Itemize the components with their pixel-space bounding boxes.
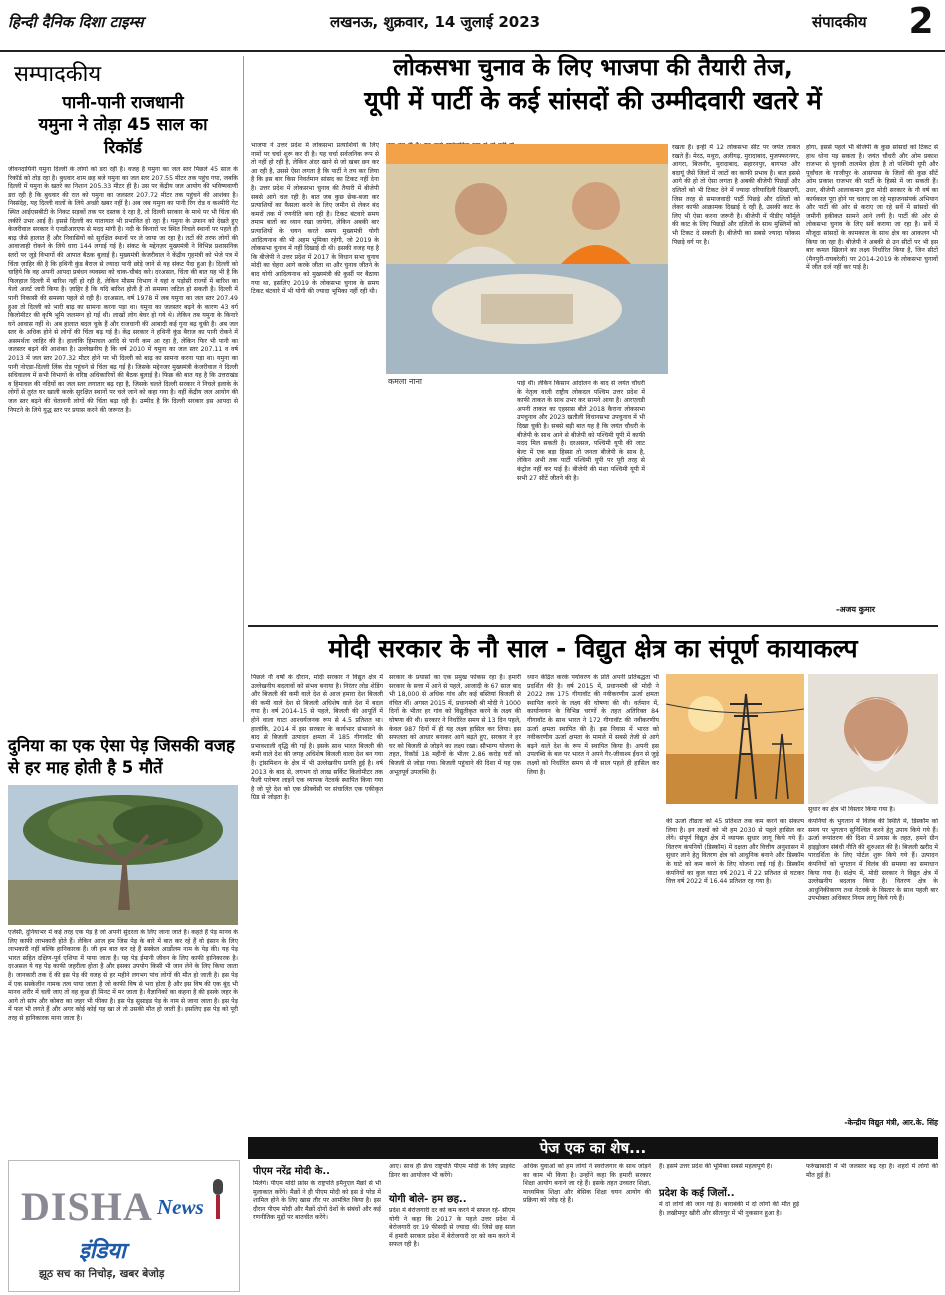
modi-article-col5: कंपनियों के भुगतान में विलंब की स्थिति में, डिस्कॉम को समय पर भुगतान सुनिश्चित करने हेतु उपाय किये गये हैं। ऊर्जा रूपांतरण की दिशा में प्रयास के तहत, हमने ग्रीन हाइड्रोजन संबंधी नीति की शुरुआत की है। बिजली खरीद में पारदर्शिता के लिए पोर्टल शुरू किये गये हैं। उत्पादन कंपनियों को भुगतान में विलंब की समस्या का समाधान किया गया है। संक्षेप में, मोदी सरकार ने विद्युत क्षेत्र में उल्लेखनीय बदलाव किया है। वितरण क्षेत्र के आधुनिकीकरण तथा नेटवर्क के विस्तार के साथ पहली बार उपभोक्ता अधिकार नियम लागू किये गये हैं। [808,818,938,903]
column-divider [243,56,244,722]
pm-story-continued: आए। साथ ही फ्रेंच राष्ट्रपति पीएम मोदी के लिए प्राइवेट डिनर का आयोजन भी करेंगे। [389,1163,515,1179]
tree-article-headline: दुनिया का एक ऐसा पेड़ जिसकी वजह से हर माह होती है 5 मौतें [8,736,235,777]
microphone-icon [207,1179,229,1223]
section-divider [248,625,938,627]
logo-news-text: News [157,1195,204,1219]
modi-article-col4-top: सुधार का क्षेत्र भी विस्तार किया गया है। [808,806,896,813]
editorial-section [8,56,238,756]
yogi-story [389,1163,515,1289]
minister-photo [808,674,938,804]
col4-continued: हैं। इसमें उत्तर प्रदेश की भूमिका सबसे महत्वपूर्ण है। [659,1163,773,1170]
pm-story-heading: पीएम नरेंद्र मोदी के.. [253,1166,330,1177]
page-number: 2 [908,1,934,42]
continued-bar [248,1137,938,1159]
modi-article-col2: सरकार के प्रयासों का एक प्रमुख फोकस रहा है। हमारी सरकार के सत्ता में आने से पहले, आजादी के 67 साल बाद भी 18,000 से अधिक गांव और कई बस्तियां बिजली से वंचित थीं। अगस्त 2015 में, प्रधानमंत्री श्री मोदी ने 1000 दिनों के भीतर हर गांव को विद्युतीकृत करने के लक्ष्य की घोषणा की थी। सरकार ने निर्धारित समय से 13 दिन पहले, केवल 987 दिनों में ही यह लक्ष्य हासिल कर लिया। इस सफलता को आधार बनाकर आगे बढ़ते हुए, सरकार ने हर घर को बिजली से जोड़ने का लक्ष्य रखा। सौभाग्य योजना के तहत, रिकॉर्ड 18 महीनों के भीतर 2.86 करोड़ घरों को बिजली से जोड़ा गया। बिजली पहुंचाने की दिशा में यह एक अभूतपूर्व उपलब्धि है। [389,674,521,776]
lead-story [248,52,938,118]
pradesh-story-body: में दो लोगों की जान गई है। बाराबंकी में दो लोगों की मौत हुई है। लखीमपुर खीरी और सीतापुर में भी नुकसान हुआ है। [659,1201,799,1217]
politicians-photo [386,144,668,374]
editorial-title-line1: पानी-पानी राजधानी [62,93,184,113]
section-name: संपादकीय [812,13,867,31]
tree-article [8,735,238,1179]
disha-news-logo [8,1160,240,1292]
logo-tagline: झूठ सच का निचोड़, खबर बेजोड़ [39,1268,165,1280]
pradesh-story-continued: फर्रुखाबादी में भी जलस्तर बढ़ रहा है। शहरों में लोगों की मौत हुई है। [806,1163,938,1179]
modi-article-headline: मोदी सरकार के नौ साल - विद्युत क्षेत्र का संपूर्ण कायाकल्प [328,634,858,663]
date-line: लखनऊ, शुक्रवार, 14 जुलाई 2023 [330,13,541,31]
pradesh-story [659,1163,799,1289]
editorial-title-line3: रिकॉर्ड [104,138,142,158]
logo-india-text: इंडिया [79,1239,126,1264]
lead-story-author: -अजय कुमार [836,605,876,614]
photo-caption: कमला नाना [388,377,422,386]
yogi-story-heading: योगी बोले- हम छह.. [389,1194,467,1205]
lead-story-col1: भाजपा ने उत्तर प्रदेश में लोकसभा प्रत्याशियों के लिए नामों पर चर्चा शुरू कर दी है। यह चर्चा सर्वजनिक रूप से तो नहीं हो रही है, लेकिन अंदर खाने से जो खबर छन कर आ रही है, उससे ऐसा लगता है कि पार्टी ने तय कर लिया है कि इस बार किस निवर्तमान सांसद का टिकट नहीं देना है। उत्तर प्रदेश में लोकसभा चुनाव की तैयारी में बीजेपी सबसे आगे चल रही है। बात जब कुछ छेक-बजा कर प्रत्याशियों का फैसला करने के लिए जमीन से लेकर बंद कमरों तक में रणनीति बना रही है। टिकट बंटवारे समय तमाम बातों का ध्यान रखा जायेगा, लेकिन अबकी बार प्रत्याशियों के चयन करते समय मुख्यमंत्री योगी आदित्यनाथ की भी अहम भूमिका रहेगी, जो 2019 के लोकसभा चुनाव में नहीं दिखाई दी थी। इसकी वजह यह है कि बीजेपी ने उत्तर प्रदेश में 2017 के विधान सभा चुनाव मोदी का चेहरा आगे करके जीता था और चुनाव जीतने के बाद योगी आदित्यनाथ को मुख्यमंत्री की कुर्सी पर बैठाया गया था, इसलिए 2019 के लोकसभा चुनाव के समय टिकट बंटवारे में भी योगी की ज्यादा भूमिका नहीं रही थी। [251,142,379,296]
pm-story [253,1163,381,1290]
lead-story-col5: होगा, इससे पहले भी बीजेपी के कुछ सांसदों को टिकट से हाथ धोना पड़ सकता है। जयंत चौधरी और ओम प्रकाश राजभर से चुनावी तालमेल होता है तो पश्चिमी यूपी और पूर्वांचल के गाजीपुर के आसपास के जिलों की कुछ सीटें ओम प्रकाश राजभर की पार्टी के हिस्से में जा सकती हैं। उधर, बीजेपी आलाकमान द्वारा मोदी सरकार के नौ वर्ष का कार्यकाल पूरा होने पर चलाए जा रहे महाजनसंपर्क अभियान और पार्टी की ओर से कराए जा रहे सर्वे में सांसदों की जमीनी हकीकत सामने आने लगी है। पार्टी की ओर से लोकसभा चुनाव के लिए सर्वे कराया जा रहा है। सर्वे में मौजूदा सांसदों के कामकाज के साथ क्षेत्र का आकलन भी किया जा रहा है। बीजेपी ने अबकी से उन सीटों पर भी इस बार कमल खिलाने का लक्ष्य निर्धारित किया है, जिन सीटों (मैनपुरी-रायबरेली) पर 2014-2019 के लोकसभा चुनावों में जीत दर्ज नहीं कर पाई है। [806,144,938,272]
pradesh-story-heading: प्रदेश के कई जिलों.. [659,1188,735,1199]
dragon-tree-image [8,785,238,925]
modi-article-author: -केन्द्रीय विद्युत मंत्री, आर.के. सिंह [844,1118,938,1127]
lead-story-col3: पाई थी। लेकिन किसान आंदोलन के बाद से जयंत चौधरी के नेतृत्व वाली राष्ट्रीय लोकदल पश्चिम उत्तर प्रदेश में काफी ताकत के साथ उभर कर सामने आया है। आरएलडी अपनी ताकत का एहसास बीते 2018 कैराना लोकसभा उपचुनाव और 2023 खतौली विधानसभा उपचुनाव में भी दिखा चुकी है। सबसे बड़ी बात यह है कि जयंत चौधरी के बीजेपी के साथ आने से बीजेपी को पश्चिमी यूपी में काफी मदद मिल सकती है। दरअसल, पश्चिमी यूपी की जाट बेल्ट में एक बड़ा हिस्सा तो जनता बीजेपी के साथ है, लेकिन अभी तक पार्टी पश्चिमी यूपी पर पूरी तरह से कंट्रोल नहीं कर पाई है। बीजेपी की मंशा पश्चिमी यूपी में सभी 27 सीटें जीतने की है। [517,380,645,482]
editorial-body: जीवनदायिनी यमुना दिल्ली के लोगों को डरा रही है। वजह है यमुना का जल स्तर पिछले 45 साल के रिकॉर्ड को तोड़ रहा है। बुधवार शाम छह बजे यमुना का जल स्तर 207.55 मीटर तक पहुंच गया, जबकि दिल्ली में यमुना के खतरे का निशान 205.33 मीटर ही है। उस पर केंद्रीय जल आयोग की भविष्यवाणी डरा रही है कि बुधवार की रात को यमुना का जलस्तर 207.72 मीटर तक पहुंचने की आशंका है। निस्संदेह, यह दिल्ली वालों के लिये अच्छी खबर नहीं है। अब जब यमुना का पानी रिंग रोड व कश्मीरी गेट स्थित आईएसबीटी के निकट सड़कों तक पर दस्तक दे रहा है, तो दिल्ली सरकार के माथे पर भी चिंता की लकीरें उभर आई हैं। इससे दिल्ली का यातायात भी प्रभावित हो रहा है। यमुना के उफान को देखते हुए केजरीवाल सरकार ने एनडीआरएफ से मदद मांगी है। नदी के किनारों पर स्थित निचले स्थानों पर पहले ही बाढ़ जैसे हालात हैं और निवासियों को सुरक्षित स्थानों पर ले जाया जा रहा है। तटों की तरफ लोगों की आवाजाही रोकने के लिये धारा 144 लगाई गई है। संकट के मद्देनज़र मुख्यमंत्री ने विभिन्न प्रशासनिक स्तरों पर जुड़े विभागों की आपात बैठक बुलाई है। मुख्यमंत्री केजरीवाल ने केंद्रीय गृहमंत्री को भेजे पत्र में चिंता ज़ाहिर की है कि हथिनी कुंड बैराज से ज्यादा पानी छोड़े जाने से यह संकट पैदा हुआ है। दिल्ली को चाहिये कि वह अपनी आपदा प्रबंधन व्यवस्था को चाक-चौबंद करे। दरअसल, चिंता की बात यह भी है कि फिलहाल दिल्ली में बारिश नहीं हो रही है, लेकिन मौसम विभाग ने यहां व पड़ोसी राज्यों में बारिश का येलो अलर्ट जारी किया है। ज़ाहिर है कि यदि बारिश होती है तो समस्या जटिल हो सकती है। दिल्ली में पानी निकासी की समस्या पहले से रही है। दरअसल, वर्ष 1978 में जब यमुना का जल स्तर 207.49 हुआ तो दिल्ली को भारी बाढ़ का सामना करना पड़ा था। यमुना का जलस्तर बढ़ने के कारण 43 वर्ग किलोमीटर की कृषि भूमि जलमग्न हो गई थी। लाखों लोग बेघर हो गये थे। लेकिन तब यमुना के किनारे घने आवास नहीं थे। अब हालात बदल चुके हैं और राजधानी की आबादी कई गुना बढ़ चुकी है। अब जल स्तर के अधिक होने से लोगों की चिंता बढ़ गई है। केंद्र सरकार ने हथिनी कुंड बैराज का पानी रोकने में असमर्थता जाहिर की है। हालांकि हिमाचल आदि से पानी कम आ रहा है, लेकिन फिर भी पानी का जलस्तर बढ़ने की आशंका है। उल्लेखनीय है कि वर्ष 2010 में यमुना का जल स्तर 207.11 व वर्ष 2013 में जल स्तर 207.32 मीटर होने पर भी दिल्ली को बाढ़ का सामना करना पड़ा था। यमुना का पानी नोएडा-दिल्ली लिंक रोड पहुंचने से चिंता बढ़ गई है। जिसके मद्देनजर मुख्यमंत्री केजरीवाल ने दिल्ली सचिवालय में सभी विभागों के वरिष्ठ अधिकारियों की बैठक बुलाई है। फिक्र की बात यह है कि उत्तराखंड व हिमाचल की नदियों का जल स्तर लगातार बढ़ रहा है, जिसके चलते दिल्ली सरकार ने निचले इलाके के लोगों से तुरंत घर खाली करके सुरक्षित स्थानों पर चले जाने को कहा गया है। वहीं केंद्रीय जल आयोग की जल स्तर बढ़ने की चेतावनी लोगों की चिंता बढ़ा रही है। उम्मीद है कि दिल्ली सरकार इस आपदा से निपटने के लिये युद्ध स्तर पर प्रयास करने की जरूरत है। [8,166,238,414]
yogi-story-body: प्रदेश में बेरोजगारी दर को कम करने में सफल रहे- सीएम योगी ने कहा कि 2017 के पहले उत्तर प्रदेश में बेरोजगारी दर 19 फीसदी से ज्यादा थी। जिसे छह साल में हमारी सरकार प्रदेश में बेरोजगारी दर को कम करने में सफल रही है। [389,1207,515,1249]
editorial-section-title: सम्पादकीय [14,62,102,87]
tree-article-body: एजेंसी, दुनियाभर में कई तरह एक पेड़ है जो अपनी सुंदरता के लिए जाना जाते है। कहते हैं पेड़ मानव के लिए काफी लाभकारी होते हैं। लेकिन आज हम जिस पेड़ के बारे में बात कर रहे हैं वो इंसान के लिए लाभकारी नहीं बल्कि हानिकारक हैं। जी हम बात कर रहे हैं सस्केल आर्डोलम नाम के पेड़ की। यह पेड़ भारत सहित दक्षिण-पूर्व एशिया में पाया जाता है। यह पेड़ ईमानी जीवन के लिए काफी हानिकारक है। दरअसल ये यह पेड़ काफी जहरीला होता है और इसका उपयोग किसी भी जान लेने के लिए किया जाता है। जानकारी तक दें की इस पेड़ की वजह से हर महीने लगभग पांच लोगों की मौत हो जाती है। इस पेड़ में एक सस्केलीन नामक तत्व पाया जाता है जो काफी विष से भरा होता है और इस विष की एक बूंद भी मानव शरीर में चली जाए तो वह कुछ ही मिनट में मर जाता है। वैज्ञानिकों का कहना है की इसके जहर के आगे तो सांप और कोबरा का जहर भी फीका है। इस पेड़ सुसाइड पेड़ के नाम से जाना जाता है। इस पेड़ में फल भी लगते हैं और अगर कोई कोई यह खा ले तो उसकी मौत हो जाती है। इसलिए इस पेड़ को पूरी तरह से हानिकारक माना जाता है। [8,929,238,1022]
lead-story-col4: रखता है। इन्ही में 12 लोकसभा सीट पर जयंत ताकत रखते हैं। मेरठ, मथुरा, अलीगढ़, मुरादाबाद, मुजफ्फरनगर, आगरा, बिजनौर, मुरादाबाद, सहारनपुर, बागपत और बदायूं जैसे जिलों में जाटों का काफी प्रभाव है। बात इससे आगे की हो तो ऐसा लगता है अबकी बीजेपी पिछड़ों और दलितों को भी टिकट देने में ज्यादा दरियादिली दिखाएगी, जिस तरह से समाजवादी पार्टी पिछड़े और दलितों को लेकर काफी आक्रामक दिखाई दे रही है, उसकी काट के लिए भी ऐसा करना जरूरी है। बीजेपी में पीडीए फॉर्मूले की काट के लिए पिछड़ों और दलितों के साथ मुस्लिमों को भी टिकट दे सकती है। बीजेपी का सबसे ज्यादा फोकस पिछड़े वर्ग पर है। [672,144,800,246]
lead-headline-line1: लोकसभा चुनाव के लिए भाजपा की तैयारी तेज, [393,55,793,81]
yogi-story-continued: अधिक युवाओं को हम लोगों ने स्वरोजगार के साथ जोड़ने का काम भी किया है। उन्होंने कहा कि हमारी सरकार शिक्षा आयोग बनाने जा रहे हैं। इसके तहत उच्चतर शिक्षा, माध्यमिक शिक्षा और बेसिक शिक्षा चयन आयोग की प्रक्रिया को जोड़ रहे हैं। [523,1163,651,1205]
modi-article-col1: पिछले नौ वर्षों के दौरान, मोदी सरकार ने विद्युत क्षेत्र में उल्लेखनीय बदलावों को संभव बनाया है। निरंतर लोड शेडिंग और बिजली की कमी वाले देश से आज हमारा देश बिजली की कमी वाले देश से बिजली अधिशेष वाले देश में बदल गया है। वर्ष 2014-15 से पहले, बिजली की आपूर्ति में होने वाला घाटा आश्चर्यजनक रूप से 4.5 प्रतिशत था। हालांकि, 2014 में इस सरकार के कार्यभार संभालने के बाद से बिजली उत्पादन क्षमता में 185 गीगावॉट की प्रभावशाली वृद्धि की गई है। इसके साथ भारत बिजली की कमी वाले देश की जगह अधिशेष बिजली वाला देश बन गया है। ट्रांसमिशन के क्षेत्र में भी उल्लेखनीय प्रगति हुई है। वर्ष 2013 के बाद से, लगभग दो लाख सर्किट किलोमीटर तक फैली पारेषण लाइनें एक व्यापक नेटवर्क स्थापित किया गया है जो पूरे देश को एक फ्रीक्वेंसी पर संचालित एक एकीकृत ग्रिड से जोड़ता है। [251,674,383,802]
lead-headline-line2: यूपी में पार्टी के कई सांसदों की उम्मीदवारी खतरे में [364,86,822,115]
masthead [0,0,945,52]
paper-name: हिन्दी दैनिक दिशा टाइम्स [8,13,144,31]
power-tower-image [666,674,804,804]
modi-article-col3: ध्यान केंद्रित करके पर्यावरण के प्रति अपनी प्रतिबद्धता भी प्रदर्शित की है। वर्ष 2015 में, प्रधानमंत्री श्री मोदी ने 2022 तक 175 गीगावॉट की नवीकरणीय ऊर्जा क्षमता स्थापित करने के लक्ष्य की घोषणा की थी। वर्तमान में, कार्यान्वयन के विभिन्न चरणों के तहत अतिरिक्त 84 गीगावॉट के साथ भारत ने 172 गीगावॉट की नवीकरणीय ऊर्जा क्षमता स्थापित की है। इस निवास में भारत को नवीकरणीय ऊर्जा क्षमता के मामले में सबसे तेजी से आगे बढ़ने वाले देश के रूप में स्थापित किया है। अपनी इस उपलब्धि के बल पर भारत ने अपने गैर-जीवाश्म ईंधन से जुड़े लक्ष्यों को निर्धारित समय से नौ साल पहले ही हासिल कर लिया है। [527,674,659,776]
logo-main-text: DISHA [21,1184,153,1229]
continued-bar-title: पेज एक का शेष... [539,1139,647,1157]
editorial-title-line2: यमुना ने तोड़ा 45 साल का [38,115,208,135]
pm-story-body: मिलेंगे। पीएम मोदी फ्रांस के राष्ट्रपति इमैनुएल मैक्रों से भी मुलाकात करेंगे। मैक्रों ने ही पीएम मोदी को इस डे परेड में शामिल होने के लिए खास तौर पर आमंत्रित किया है। इस दौरान पीएम मोदी और मैक्रों दोनों देशों के संबंधों और कई रणनीतिक मुद्दों पर बातचीत करेंगे। [253,1180,381,1222]
modi-article-col4: की ऊर्जा तीव्रता को 45 प्रतिशत तक कम करने का संकल्प लिया है। इन लक्ष्यों को भी हम 2030 से पहले हासिल कर लेंगे। संपूर्ण विद्युत क्षेत्र में व्यापक सुधार लागू किये गये हैं। वितरण कंपनियों (डिस्कॉम) में दक्षता और वित्तीय अनुशासन में सुधार लाने हेतु वितरण क्षेत्र को आधुनिक बनाने और डिस्कॉम के घाटे को कम करने के लिए योजना लाई गई है। डिस्कॉम कंपनियों का कुल घाटा वर्ष 2021 में 22 प्रतिशत से घटकर वित्त वर्ष 2022 में 16.44 प्रतिशत रह गया है। [666,818,804,886]
